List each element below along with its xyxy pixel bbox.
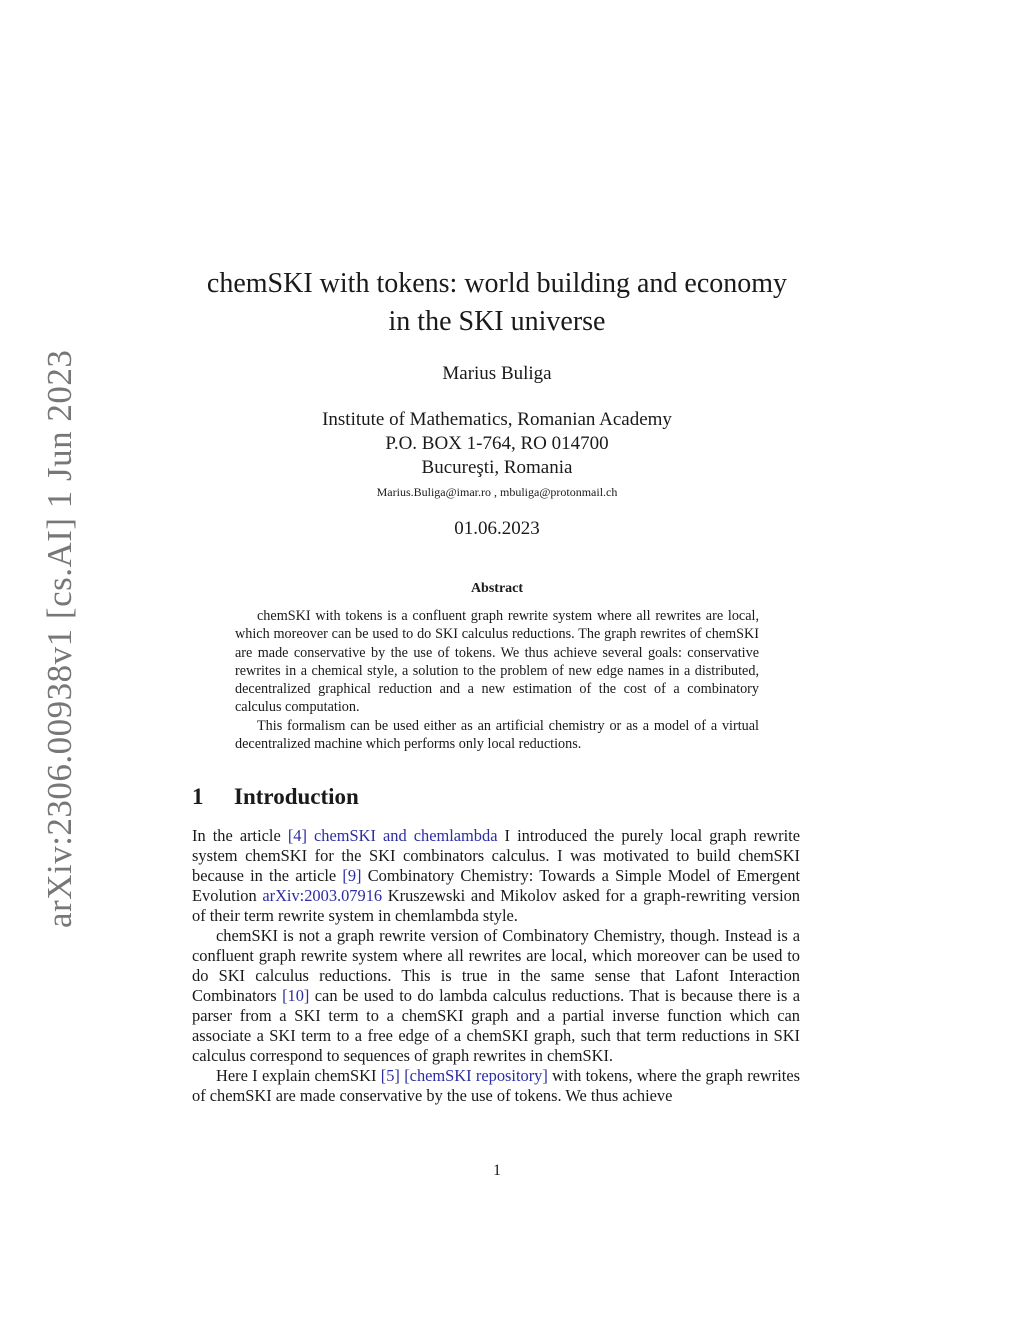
title-line-2: in the SKI universe bbox=[388, 306, 606, 337]
author-name: Marius Buliga bbox=[442, 363, 552, 384]
chemski-chemlambda-link[interactable]: chemSKI and chemlambda bbox=[314, 826, 498, 845]
affiliation bbox=[0, 408, 994, 480]
affiliation-line-2: P.O. BOX 1-764, RO 014700 bbox=[385, 433, 609, 454]
section-number: 1 bbox=[192, 784, 204, 809]
citation-link-9[interactable]: [9] bbox=[342, 866, 362, 885]
affiliation-line-1: Institute of Mathematics, Romanian Academy bbox=[322, 409, 672, 430]
abstract-paragraph-2: This formalism can be used either as an artificial chemistry or as a model of a virtual decentralized machine which performs only local reductions. bbox=[235, 717, 759, 753]
title-line-1: chemSKI with tokens: world building and economy bbox=[206, 268, 788, 299]
section-heading-introduction bbox=[192, 784, 359, 810]
intro-paragraph-3 bbox=[192, 1066, 800, 1106]
text-run: Here I explain chemSKI bbox=[216, 1066, 381, 1085]
arxiv-identifier: arXiv:2306.00938v1 [cs.AI] 1 Jun 2023 bbox=[40, 349, 79, 928]
citation-link-5[interactable]: [5] bbox=[380, 1066, 400, 1085]
section-title: Introduction bbox=[234, 784, 359, 809]
citation-link-4[interactable]: [4] bbox=[287, 826, 307, 845]
text-run: I introduced the purely local graph rewrite system chemSKI for the SKI combinators calculus. I was motivated to build chemSKI because in the article bbox=[192, 826, 800, 885]
text-run: can be used to do lambda calculus reductions. That is because there is a parser from a SKI term to a chemSKI graph and a partial inverse function which can associate a SKI term to a free edge of a chemSKI graph, such that term reductions in SKI calculus correspond to sequences of graph rewrites in chemSKI. bbox=[192, 986, 801, 1065]
introduction-body bbox=[192, 826, 800, 1106]
abstract-heading: Abstract bbox=[470, 581, 524, 596]
page-number: 1 bbox=[493, 1162, 501, 1179]
citation-link-10[interactable]: [10] bbox=[282, 986, 310, 1005]
intro-paragraph-2 bbox=[192, 926, 800, 1066]
abstract-body bbox=[235, 607, 759, 753]
affiliation-line-3: Bucureşti, Romania bbox=[421, 457, 573, 478]
paper-date: 01.06.2023 bbox=[454, 518, 540, 539]
text-run: Kruszewski and Mikolov asked for a graph-rewriting version of their term rewrite system in chemlambda style. bbox=[192, 886, 801, 925]
text-run: chemSKI is not a graph rewrite version of Combinatory Chemistry, though. Instead is a confluent graph rewrite system where all rewrites are local, which moreover can be used to do SKI calculus reductions. This is true in the same sense that Lafont Interaction Combinators bbox=[192, 926, 800, 1005]
chemski-repository-link[interactable]: [chemSKI repository] bbox=[404, 1066, 548, 1085]
author-emails: Marius.Buliga@imar.ro , mbuliga@protonmail.ch bbox=[376, 485, 618, 499]
intro-paragraph-1 bbox=[192, 826, 800, 926]
text-run bbox=[307, 826, 314, 845]
text-run: with tokens, where the graph rewrites of chemSKI are made conservative by the use of tokens. We thus achieve bbox=[192, 1066, 800, 1105]
abstract-paragraph-1: chemSKI with tokens is a confluent graph rewrite system where all rewrites are local, which moreover can be used to do SKI calculus reductions. The graph rewrites of chemSKI are made conservative by the use of tokens. We thus achieve several goals: conservative rewrites in a chemical style, a solution to the problem of new edge names in a distributed, decentralized graphical reduction and a new estimation of the cost of a combinatory calculus computation. bbox=[235, 608, 759, 716]
text-run: Combinatory Chemistry: Towards a Simple Model of Emergent Evolution bbox=[192, 866, 800, 905]
arxiv-link[interactable]: arXiv:2003.07916 bbox=[262, 886, 383, 905]
paper-title bbox=[180, 265, 814, 341]
text-run: In the article bbox=[192, 826, 288, 845]
